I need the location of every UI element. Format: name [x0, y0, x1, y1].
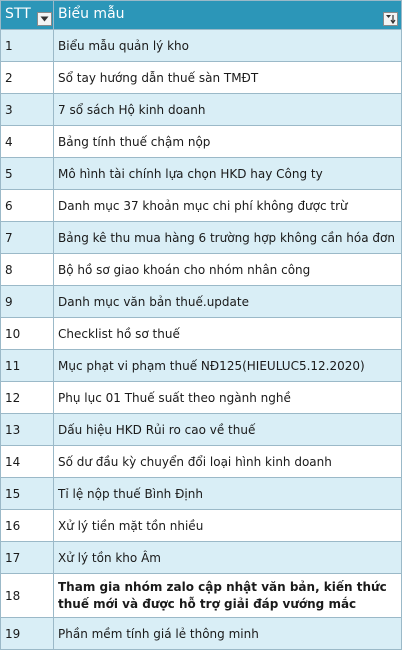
table-row[interactable] — [1, 158, 402, 190]
form-name-cell[interactable]: Biểu mẫu quản lý kho — [54, 30, 402, 62]
table-row[interactable] — [1, 414, 402, 446]
header-label-form: Biểu mẫu — [58, 6, 125, 22]
form-name-cell[interactable]: Mục phạt vi phạm thuế NĐ125(HIEULUC5.12.2020) — [54, 350, 402, 382]
form-name-cell[interactable]: Tham gia nhóm zalo cập nhật văn bản, kiến thức thuế mới và được hỗ trợ giải đáp vướng mắc — [54, 574, 402, 618]
table-row[interactable] — [1, 30, 402, 62]
table-header-row — [1, 1, 402, 30]
dropdown-arrow-icon[interactable] — [37, 12, 52, 26]
stt-cell[interactable]: 13 — [1, 414, 54, 446]
form-name-cell[interactable]: Danh mục văn bản thuế.update — [54, 286, 402, 318]
stt-cell[interactable]: 1 — [1, 30, 54, 62]
stt-cell[interactable]: 16 — [1, 510, 54, 542]
form-name-cell[interactable]: Dấu hiệu HKD Rủi ro cao về thuế — [54, 414, 402, 446]
table-row[interactable] — [1, 94, 402, 126]
form-name-cell[interactable]: Xử lý tồn kho Âm — [54, 542, 402, 574]
stt-cell[interactable]: 9 — [1, 286, 54, 318]
header-label-stt: STT — [5, 6, 31, 22]
table-row[interactable] — [1, 478, 402, 510]
stt-cell[interactable]: 5 — [1, 158, 54, 190]
table-row[interactable] — [1, 510, 402, 542]
form-name-cell[interactable]: Bảng kê thu mua hàng 6 trường hợp không cần hóa đơn — [54, 222, 402, 254]
stt-cell[interactable]: 10 — [1, 318, 54, 350]
form-name-cell[interactable]: 7 sổ sách Hộ kinh doanh — [54, 94, 402, 126]
stt-cell[interactable]: 8 — [1, 254, 54, 286]
form-name-cell[interactable]: Sổ tay hướng dẫn thuế sàn TMĐT — [54, 62, 402, 94]
stt-cell[interactable]: 19 — [1, 618, 54, 650]
form-name-cell[interactable]: Bộ hồ sơ giao khoán cho nhóm nhân công — [54, 254, 402, 286]
table-row[interactable] — [1, 318, 402, 350]
stt-cell[interactable]: 18 — [1, 574, 54, 618]
table-row[interactable] — [1, 190, 402, 222]
form-name-cell[interactable]: Xử lý tiền mặt tồn nhiều — [54, 510, 402, 542]
table-row[interactable] — [1, 254, 402, 286]
sort-ascending-filter-icon[interactable] — [383, 12, 398, 26]
stt-cell[interactable]: 15 — [1, 478, 54, 510]
header-cell-stt[interactable] — [1, 1, 54, 30]
table-row[interactable] — [1, 446, 402, 478]
table-row[interactable] — [1, 618, 402, 650]
stt-cell[interactable]: 2 — [1, 62, 54, 94]
stt-cell[interactable]: 7 — [1, 222, 54, 254]
form-name-cell[interactable]: Danh mục 37 khoản mục chi phí không được trừ — [54, 190, 402, 222]
form-name-cell[interactable]: Số dư đầu kỳ chuyển đổi loại hình kinh doanh — [54, 446, 402, 478]
table-row[interactable] — [1, 62, 402, 94]
stt-cell[interactable]: 17 — [1, 542, 54, 574]
stt-cell[interactable]: 6 — [1, 190, 54, 222]
table-row[interactable] — [1, 574, 402, 618]
form-name-cell[interactable]: Phụ lục 01 Thuế suất theo ngành nghề — [54, 382, 402, 414]
stt-cell[interactable]: 12 — [1, 382, 54, 414]
table-row[interactable] — [1, 542, 402, 574]
form-name-cell[interactable]: Bảng tính thuế chậm nộp — [54, 126, 402, 158]
table-row[interactable] — [1, 382, 402, 414]
table-row[interactable] — [1, 286, 402, 318]
table-row[interactable] — [1, 222, 402, 254]
stt-cell[interactable]: 4 — [1, 126, 54, 158]
stt-cell[interactable]: 14 — [1, 446, 54, 478]
form-name-cell[interactable]: Checklist hồ sơ thuế — [54, 318, 402, 350]
header-cell-form[interactable] — [54, 1, 402, 30]
stt-cell[interactable]: 3 — [1, 94, 54, 126]
table-row[interactable] — [1, 126, 402, 158]
table-row[interactable] — [1, 350, 402, 382]
form-name-cell[interactable]: Mô hình tài chính lựa chọn HKD hay Công ty — [54, 158, 402, 190]
form-name-cell[interactable]: Phần mềm tính giá lẻ thông minh — [54, 618, 402, 650]
stt-cell[interactable]: 11 — [1, 350, 54, 382]
form-name-cell[interactable]: Tỉ lệ nộp thuế Bình Định — [54, 478, 402, 510]
